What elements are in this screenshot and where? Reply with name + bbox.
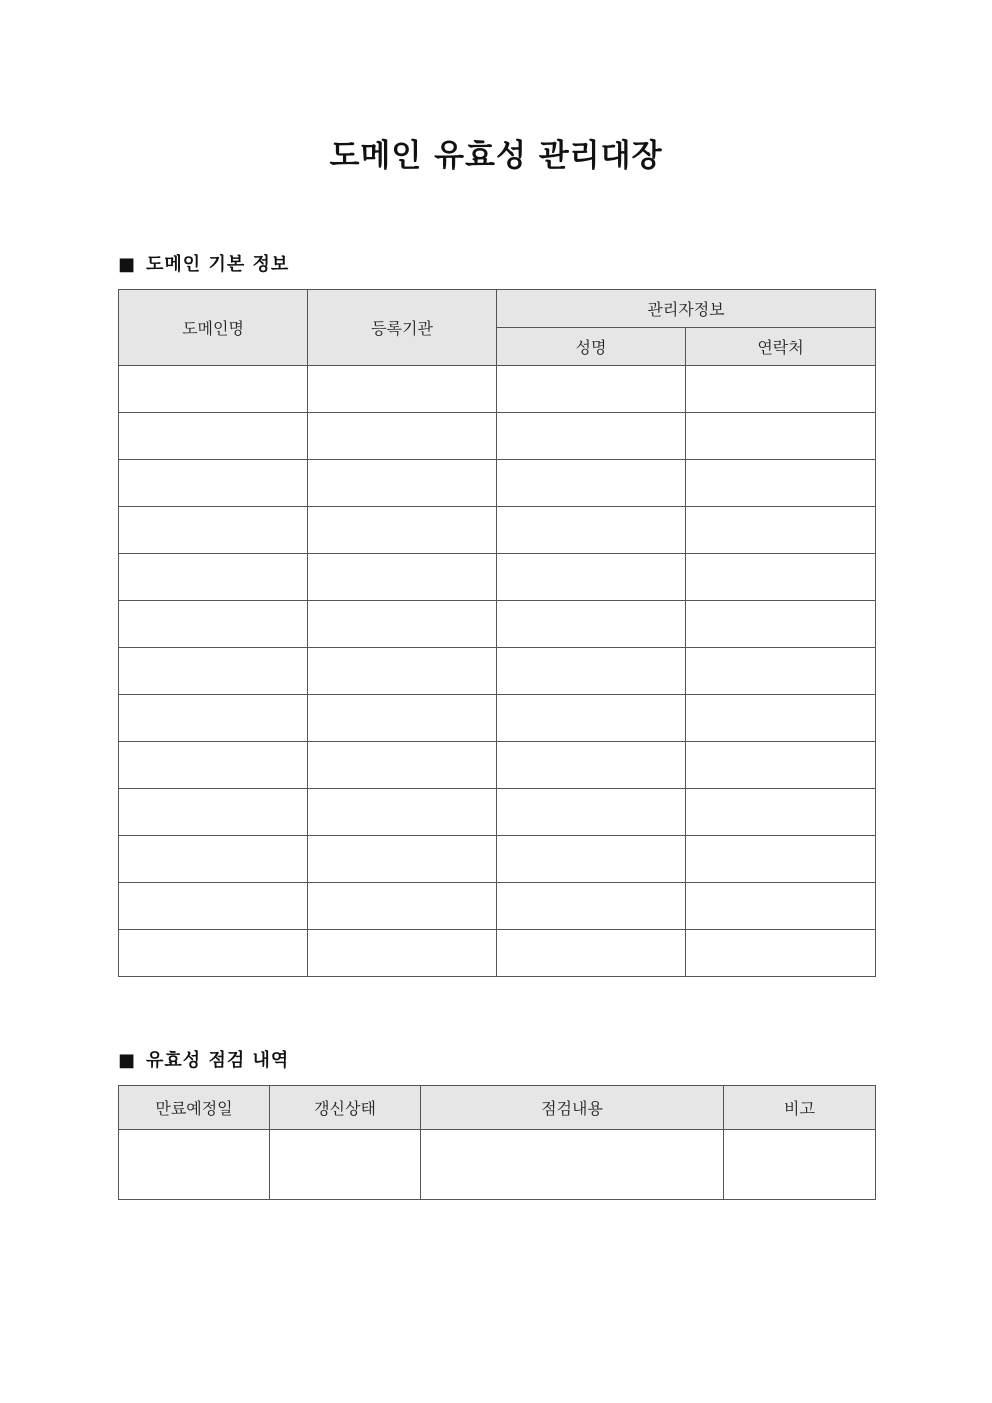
cell-admin-contact[interactable] <box>686 413 876 460</box>
table-row <box>119 601 876 648</box>
cell-admin-name[interactable] <box>497 648 686 695</box>
cell-domain-name[interactable] <box>119 507 308 554</box>
cell-registrar[interactable] <box>308 366 497 413</box>
table-row <box>119 507 876 554</box>
cell-check-details[interactable] <box>421 1130 724 1200</box>
cell-registrar[interactable] <box>308 648 497 695</box>
section-heading-validity-check-text: 유효성 점검 내역 <box>146 1050 290 1071</box>
cell-admin-contact[interactable] <box>686 507 876 554</box>
cell-admin-contact[interactable] <box>686 742 876 789</box>
cell-admin-contact[interactable] <box>686 460 876 507</box>
cell-registrar[interactable] <box>308 742 497 789</box>
cell-domain-name[interactable] <box>119 930 308 977</box>
cell-admin-name[interactable] <box>497 460 686 507</box>
table-row <box>119 554 876 601</box>
cell-domain-name[interactable] <box>119 648 308 695</box>
cell-domain-name[interactable] <box>119 883 308 930</box>
cell-registrar[interactable] <box>308 695 497 742</box>
table-row <box>119 460 876 507</box>
header-renewal-status: 갱신상태 <box>270 1086 421 1130</box>
table-row <box>119 1130 876 1200</box>
header-admin-contact: 연락처 <box>686 328 876 366</box>
table-row <box>119 742 876 789</box>
header-expiry-date: 만료예정일 <box>119 1086 270 1130</box>
table-row <box>119 695 876 742</box>
section-heading-basic-info <box>118 253 289 277</box>
cell-domain-name[interactable] <box>119 366 308 413</box>
cell-admin-contact[interactable] <box>686 883 876 930</box>
cell-admin-name[interactable] <box>497 413 686 460</box>
header-registrar: 등록기관 <box>308 290 497 366</box>
table-header-row <box>119 290 876 328</box>
cell-admin-name[interactable] <box>497 601 686 648</box>
cell-remarks[interactable] <box>724 1130 876 1200</box>
header-admin-name: 성명 <box>497 328 686 366</box>
section-heading-validity-check <box>118 1049 289 1073</box>
cell-admin-contact[interactable] <box>686 789 876 836</box>
cell-admin-name[interactable] <box>497 366 686 413</box>
cell-domain-name[interactable] <box>119 695 308 742</box>
cell-admin-contact[interactable] <box>686 366 876 413</box>
cell-admin-contact[interactable] <box>686 836 876 883</box>
validity-check-table <box>118 1085 876 1200</box>
cell-domain-name[interactable] <box>119 836 308 883</box>
cell-admin-contact[interactable] <box>686 554 876 601</box>
cell-admin-contact[interactable] <box>686 695 876 742</box>
cell-renewal-status[interactable] <box>270 1130 421 1200</box>
cell-registrar[interactable] <box>308 554 497 601</box>
table-row <box>119 366 876 413</box>
cell-admin-name[interactable] <box>497 742 686 789</box>
cell-admin-name[interactable] <box>497 930 686 977</box>
table-row <box>119 413 876 460</box>
cell-admin-contact[interactable] <box>686 648 876 695</box>
cell-registrar[interactable] <box>308 930 497 977</box>
header-remarks: 비고 <box>724 1086 876 1130</box>
cell-registrar[interactable] <box>308 460 497 507</box>
header-check-details: 점검내용 <box>421 1086 724 1130</box>
table-header-row <box>119 1086 876 1130</box>
table-row <box>119 930 876 977</box>
page-title: 도메인 유효성 관리대장 <box>329 138 663 174</box>
cell-domain-name[interactable] <box>119 460 308 507</box>
cell-admin-name[interactable] <box>497 836 686 883</box>
section-heading-basic-info-text: 도메인 기본 정보 <box>146 254 290 275</box>
square-bullet-icon: ■ <box>118 254 137 275</box>
cell-domain-name[interactable] <box>119 601 308 648</box>
cell-admin-name[interactable] <box>497 789 686 836</box>
cell-expiry-date[interactable] <box>119 1130 270 1200</box>
cell-registrar[interactable] <box>308 507 497 554</box>
cell-registrar[interactable] <box>308 836 497 883</box>
cell-registrar[interactable] <box>308 883 497 930</box>
cell-domain-name[interactable] <box>119 554 308 601</box>
table-row <box>119 648 876 695</box>
cell-admin-contact[interactable] <box>686 601 876 648</box>
cell-registrar[interactable] <box>308 789 497 836</box>
cell-registrar[interactable] <box>308 413 497 460</box>
cell-admin-name[interactable] <box>497 554 686 601</box>
table-row <box>119 836 876 883</box>
cell-registrar[interactable] <box>308 601 497 648</box>
cell-domain-name[interactable] <box>119 789 308 836</box>
square-bullet-icon: ■ <box>118 1050 137 1071</box>
table-row <box>119 789 876 836</box>
cell-admin-name[interactable] <box>497 883 686 930</box>
domain-basic-info-table <box>118 289 876 977</box>
cell-admin-contact[interactable] <box>686 930 876 977</box>
header-domain-name: 도메인명 <box>119 290 308 366</box>
cell-domain-name[interactable] <box>119 413 308 460</box>
cell-admin-name[interactable] <box>497 695 686 742</box>
header-admin-info: 관리자정보 <box>497 290 876 328</box>
table-row <box>119 883 876 930</box>
cell-admin-name[interactable] <box>497 507 686 554</box>
cell-domain-name[interactable] <box>119 742 308 789</box>
